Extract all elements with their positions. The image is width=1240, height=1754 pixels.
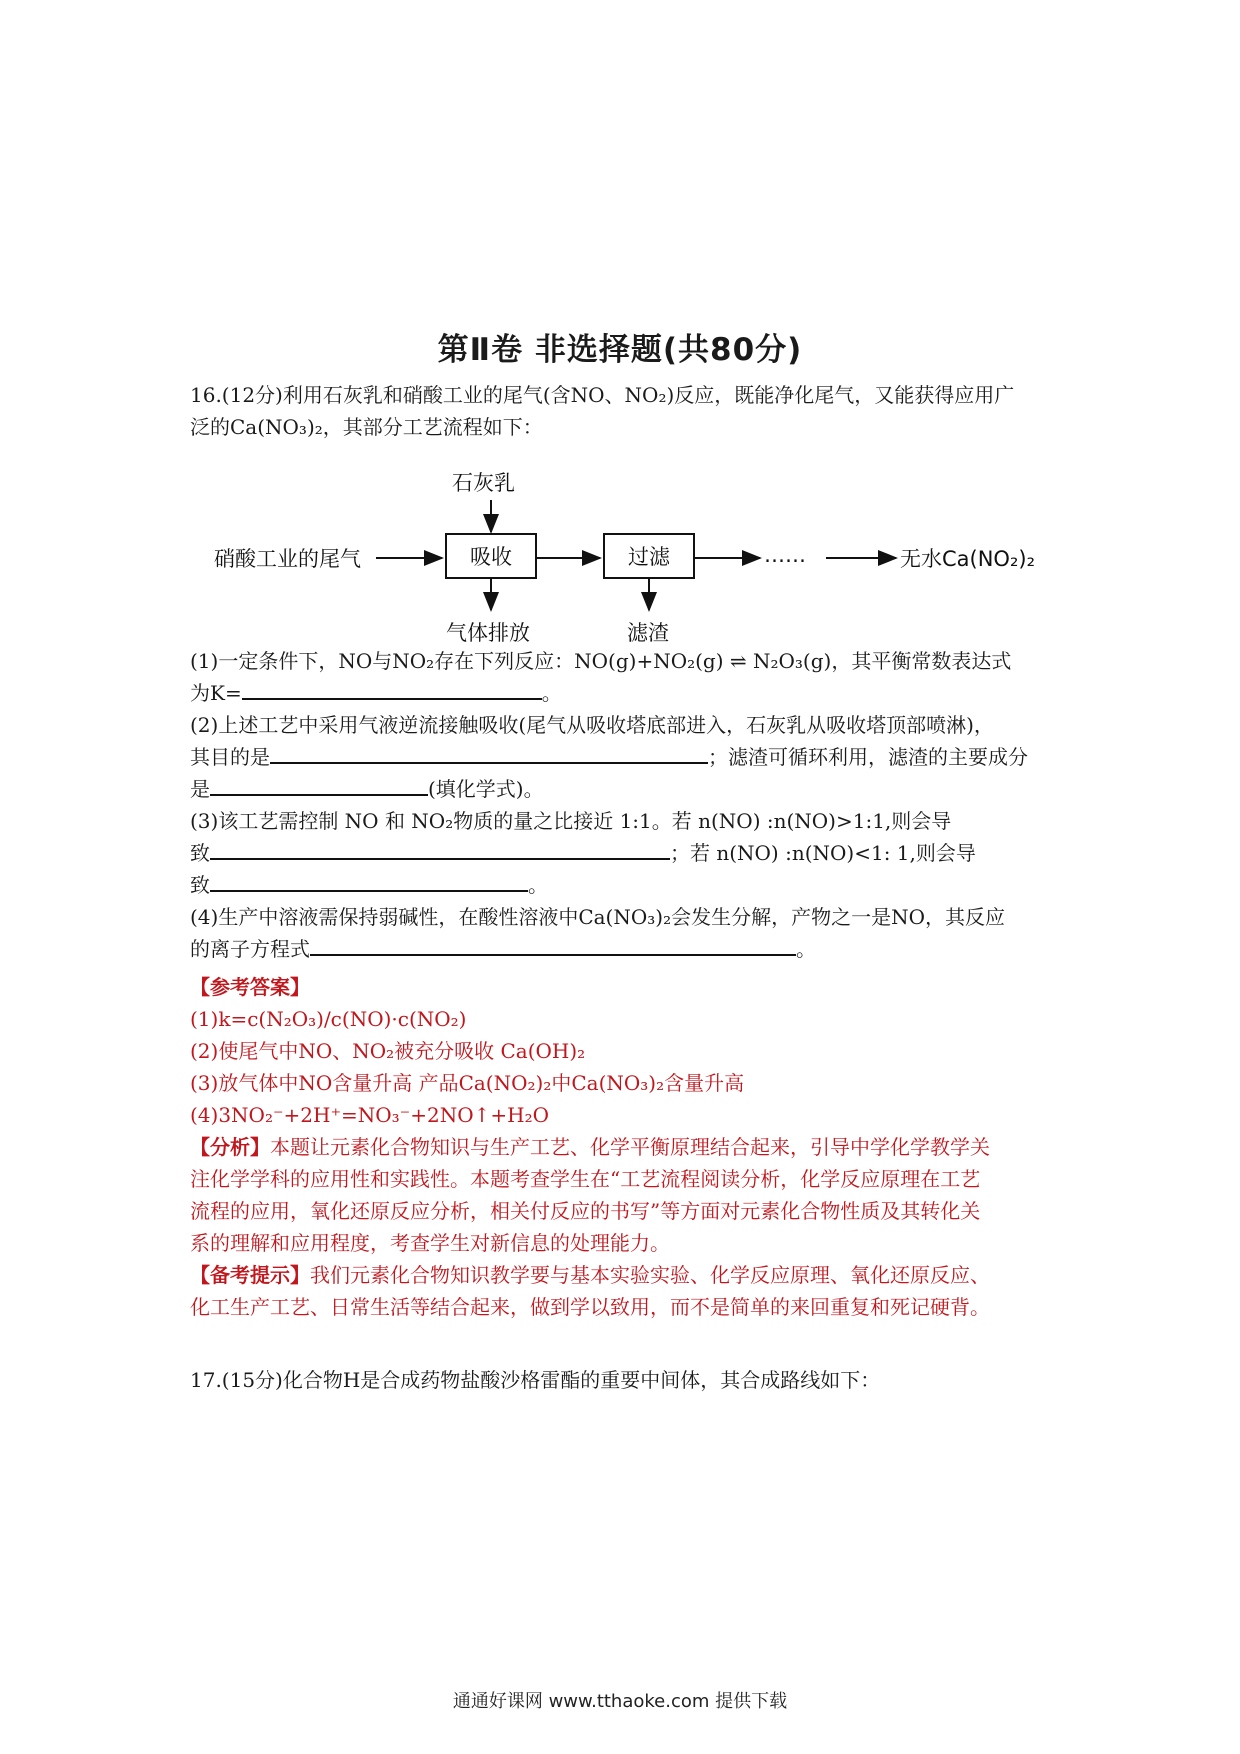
answer-header: 【参考答案】 (190, 975, 310, 999)
q16-stem (190, 379, 1060, 443)
analysis-line-4: 系的理解和应用程度，考查学生对新信息的处理能力。 (190, 1231, 670, 1255)
part1-end: 。 (541, 681, 562, 705)
answer-blank-3b[interactable] (210, 889, 528, 892)
part2-c-end: (填化学式)。 (428, 777, 544, 801)
analysis-text-1: 本题让元素化合物知识与生产工艺、化学平衡原理结合起来，引导中学化学教学关 (270, 1135, 990, 1159)
answer-section (190, 971, 1060, 1323)
answer-blank-4[interactable] (310, 953, 796, 956)
part4-end: 。 (796, 937, 816, 961)
answer-line-2: (2)使尾气中NO、NO₂被充分吸收 Ca(OH)₂ (190, 1039, 586, 1063)
answer-line-3: (3)放气体中NO含量升高 产品Ca(NO₂)₂中Ca(NO₃)₂含量升高 (190, 1071, 745, 1095)
flow-output-label: 无水Ca(NO₂)₂ (900, 547, 1035, 571)
part4-line-a: (4)生产中溶液需保持弱碱性，在酸性溶液中Ca(NO₃)₂会发生分解，产物之一是NO，其反应 (190, 905, 1005, 929)
answer-blank-2a[interactable] (270, 761, 708, 764)
answer-blank-2b[interactable] (210, 793, 428, 796)
flow-box-filter-label: 过滤 (628, 545, 670, 569)
part2-mid: ；滤渣可循环利用，滤渣的主要成分 (708, 745, 1028, 769)
part2-c-prefix: 是 (190, 777, 210, 801)
flow-out1-label: 气体排放 (446, 621, 530, 645)
part4-prefix: 的离子方程式 (190, 937, 310, 961)
part3-b-end: ；若 n(NO) :n(NO)<1: 1,则会导 (670, 841, 976, 865)
flow-input-label: 硝酸工业的尾气 (214, 547, 361, 571)
tip-line-2: 化工生产工艺、日常生活等结合起来，做到学以致用，而不是简单的来回重复和死记硬背。 (190, 1295, 990, 1319)
part2-line-c (190, 773, 1060, 805)
part2-line-a: (2)上述工艺中采用气液逆流接触吸收(尾气从吸收塔底部进入，石灰乳从吸收塔顶部喷淋)， (190, 713, 994, 737)
part1-prefix: 为K= (190, 681, 242, 705)
tip-header: 【备考提示】 (190, 1263, 310, 1287)
q17-stem-line: 17.(15分)化合物H是合成药物盐酸沙格雷酯的重要中间体，其合成路线如下： (190, 1368, 881, 1392)
analysis-line-1 (190, 1131, 1060, 1163)
q16-stem-line2: 泛的Ca(NO₃)₂，其部分工艺流程如下： (190, 415, 543, 439)
part2-prefix: 其目的是 (190, 745, 270, 769)
analysis-header: 【分析】 (190, 1135, 270, 1159)
part3-c-end: 。 (528, 873, 548, 897)
analysis-line-2: 注化学学科的应用性和实践性。本题考查学生在“工艺流程阅读分析，化学反应原理在工艺 (190, 1167, 981, 1191)
page-footer: 通通好课网 www.tthaoke.com 提供下载 (452, 1691, 788, 1712)
answer-blank-3a[interactable] (210, 857, 670, 860)
answer-line-4: (4)3NO₂⁻+2H⁺=NO₃⁻+2NO↑+H₂O (190, 1103, 549, 1127)
analysis-line-3: 流程的应用，氧化还原反应分析，相关付反应的书写”等方面对元素化合物性质及其转化关 (190, 1199, 981, 1223)
flow-box-absorb-label: 吸收 (470, 545, 512, 569)
part1-line-a: (1)一定条件下，NO与NO₂存在下列反应：NO(g)+NO₂(g) ⇌ N₂O₃(g)，其平衡常数表达式 (190, 649, 1012, 673)
q16-parts (190, 645, 1060, 965)
part3-line-b (190, 837, 1060, 869)
part1-line-b (190, 677, 1060, 709)
q17-stem (190, 1364, 1060, 1396)
flow-top-input-label: 石灰乳 (452, 471, 515, 495)
part3-c-prefix: 致 (190, 873, 210, 897)
part3-line-a: (3)该工艺需控制 NO 和 NO₂物质的量之比接近 1:1。若 n(NO) :n(NO)>1:1,则会导 (190, 809, 952, 833)
part3-line-c (190, 869, 1060, 901)
flow-dots: …… (764, 543, 806, 567)
part4-line-b (190, 933, 1060, 965)
section-title: 第Ⅱ卷 非选择题(共80分) (437, 332, 803, 368)
answer-line-1: (1)k=c(N₂O₃)/c(NO)·c(NO₂) (190, 1007, 467, 1031)
process-flow-diagram (200, 462, 1080, 662)
answer-blank-1[interactable] (242, 697, 542, 700)
q16-stem-line1: 16.(12分)利用石灰乳和硝酸工业的尾气(含NO、NO₂)反应，既能净化尾气，又能获得应用广 (190, 383, 1015, 407)
flow-out2-label: 滤渣 (627, 621, 669, 645)
tip-text-1: 我们元素化合物知识教学要与基本实验实验、化学反应原理、氧化还原反应、 (310, 1263, 990, 1287)
tip-line-1 (190, 1259, 1060, 1291)
part3-b-prefix: 致 (190, 841, 210, 865)
part2-line-b (190, 741, 1060, 773)
